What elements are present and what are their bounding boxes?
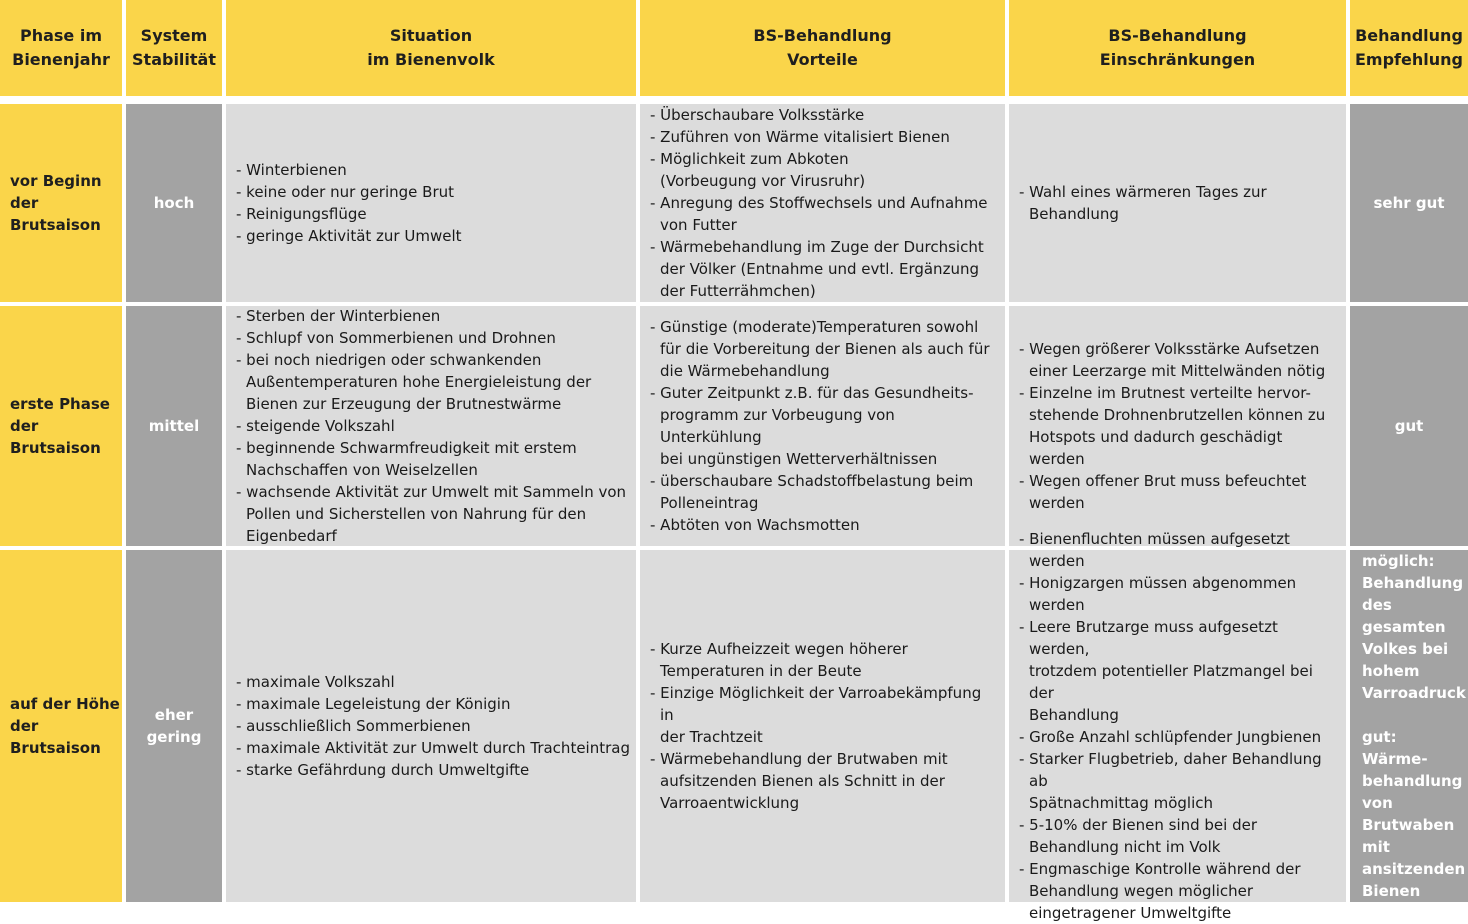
situation-item: - Schlupf von Sommerbienen und Drohnen	[236, 329, 556, 347]
limitation-item: - 5-10% der Bienen sind bei der Behandlung nicht im Volk	[1019, 816, 1258, 856]
situation-item: - Reinigungsflüge	[236, 205, 367, 223]
advantage-item: - Anregung des Stoffwechsels und Aufnahme von Futter	[650, 194, 988, 234]
situation-item: - keine oder nur geringe Brut	[236, 183, 454, 201]
situation-cell-list	[236, 671, 630, 781]
phase-cell	[0, 550, 122, 902]
header-limitations-label: BS-Behandlung Einschränkungen	[1099, 26, 1256, 69]
limitation-item: - Einzelne im Brutnest verteilte hervor- stehende Drohnenbrutzellen können zu Hotspots und dadurch geschädigt werden	[1019, 384, 1326, 468]
advantage-item: - Zuführen von Wärme vitalisiert Bienen	[650, 128, 950, 146]
stability-cell	[126, 306, 222, 546]
advantage-item: - Möglichkeit zum Abkoten (Vorbeugung vor Virusruhr)	[650, 150, 866, 190]
advantage-item: - Abtöten von Wachsmotten	[650, 516, 860, 534]
situation-item: - maximale Aktivität zur Umwelt durch Trachteintrag	[236, 739, 630, 757]
header-limitations	[1009, 0, 1346, 96]
situation-item: - Winterbienen	[236, 161, 347, 179]
situation-cell	[226, 550, 636, 902]
situation-item: - maximale Volkszahl	[236, 673, 395, 691]
advantage-item: - Überschaubare Volksstärke	[650, 106, 865, 124]
header-situation-label: Situation im Bienenvolk	[367, 26, 495, 69]
situation-cell-list	[236, 159, 462, 247]
limitation-item: - Wegen größerer Volksstärke Aufsetzen einer Leerzarge mit Mittelwänden nötig	[1019, 340, 1326, 380]
stability-label: mittel	[148, 417, 200, 435]
situation-item: - geringe Aktivität zur Umwelt	[236, 227, 462, 245]
limitations-cell-list	[1019, 528, 1340, 924]
limitations-cell	[1009, 306, 1346, 546]
recommendation-block: möglich: Behandlung des gesamten Volkes bei hohem Varroadruck	[1362, 552, 1466, 702]
situation-item: - starke Gefährdung durch Umweltgifte	[236, 761, 530, 779]
situation-item: - bei noch niedrigen oder schwankenden Außentemperaturen hohe Energieleistung der Bienen zur Erzeugung der Brutnestwärme	[236, 351, 592, 413]
recommendation-cell	[1350, 306, 1468, 546]
recommendation-block: gut: Wärme- behandlung von Brutwaben mit ansitzenden Bienen	[1362, 728, 1466, 900]
stability-label: eher gering	[146, 706, 202, 746]
header-situation	[226, 0, 636, 96]
situation-item: - beginnende Schwarmfreudigkeit mit erstem Nachschaffen von Weiselzellen	[236, 439, 577, 479]
limitation-item: - Bienenfluchten müssen aufgesetzt werden	[1019, 530, 1290, 570]
phase-cell	[0, 104, 122, 302]
header-recommendation-label: Behandlung Empfehlung	[1355, 26, 1463, 69]
limitations-cell-list	[1019, 181, 1267, 225]
situation-item: - steigende Volkszahl	[236, 417, 395, 435]
recommendation-label: sehr gut	[1373, 194, 1445, 212]
phase-label: vor Beginn der Brutsaison	[10, 172, 102, 234]
limitation-item: - Starker Flugbetrieb, daher Behandlung ab Spätnachmittag möglich	[1019, 750, 1322, 812]
advantage-item: - Guter Zeitpunkt z.B. für das Gesundheits- programm zur Vorbeugung von Unterkühlung bei ungünstigen Wetterverhältnissen	[650, 384, 974, 468]
limitations-cell	[1009, 530, 1346, 922]
recommendation-cell	[1350, 550, 1468, 902]
recommendation-cell	[1350, 104, 1468, 302]
limitation-item: - Honigzargen müssen abgenommen werden	[1019, 574, 1297, 614]
advantage-item: - Wärmebehandlung der Brutwaben mit aufsitzenden Bienen als Schnitt in der Varroaentwicklung	[650, 750, 948, 812]
advantage-item: - überschaubare Schadstoffbelastung beim Polleneintrag	[650, 472, 974, 512]
advantages-cell-list	[650, 316, 999, 536]
stability-cell	[126, 550, 222, 902]
header-stability	[126, 0, 222, 96]
phase-label: erste Phase der Brutsaison	[10, 395, 110, 457]
situation-item: - ausschließlich Sommerbienen	[236, 717, 471, 735]
situation-item: - wachsende Aktivität zur Umwelt mit Sammeln von Pollen und Sicherstellen von Nahrung für den Eigenbedarf	[236, 483, 627, 545]
recommendation-label: gut	[1394, 417, 1424, 435]
stability-label: hoch	[153, 194, 195, 212]
situation-cell-list	[236, 305, 626, 547]
phase-label: auf der Höhe der Brutsaison	[10, 695, 120, 757]
limitation-item: - Wahl eines wärmeren Tages zur Behandlung	[1019, 183, 1267, 223]
situation-item: - maximale Legeleistung der Königin	[236, 695, 511, 713]
limitation-item: - Engmaschige Kontrolle während der Behandlung wegen möglicher eingetragener Umweltgifte	[1019, 860, 1301, 922]
limitation-item: - Große Anzahl schlüpfender Jungbienen	[1019, 728, 1322, 746]
advantage-item: - Kurze Aufheizzeit wegen höherer Temperaturen in der Beute	[650, 640, 908, 680]
header-phase-label: Phase im Bienenjahr	[12, 26, 110, 69]
advantage-item: - Einzige Möglichkeit der Varroabekämpfung in der Trachtzeit	[650, 684, 982, 746]
advantages-cell	[640, 550, 1005, 902]
advantages-cell	[640, 104, 1005, 302]
header-recommendation	[1350, 0, 1468, 96]
stability-cell	[126, 104, 222, 302]
phase-cell	[0, 306, 122, 546]
limitation-item: - Wegen offener Brut muss befeuchtet werden	[1019, 472, 1307, 512]
header-advantages	[640, 0, 1005, 96]
advantage-item: - Günstige (moderate)Temperaturen sowohl für die Vorbereitung der Bienen als auch für die Wärmebehandlung	[650, 318, 990, 380]
limitations-cell-list	[1019, 338, 1340, 514]
advantages-cell-list	[650, 104, 988, 302]
header-advantages-label: BS-Behandlung Vorteile	[753, 26, 892, 69]
situation-cell	[226, 306, 636, 546]
limitation-item: - Leere Brutzarge muss aufgesetzt werden, trotzdem potentieller Platzmangel bei der Behandlung	[1019, 618, 1313, 724]
advantages-cell-list	[650, 638, 999, 814]
header-phase	[0, 0, 122, 96]
limitations-cell	[1009, 104, 1346, 302]
situation-item: - Sterben der Winterbienen	[236, 307, 441, 325]
header-stability-label: System Stabilität	[132, 26, 216, 69]
recommendation-spacer	[1362, 704, 1464, 726]
situation-cell	[226, 104, 636, 302]
advantages-cell	[640, 306, 1005, 546]
advantage-item: - Wärmebehandlung im Zuge der Durchsicht der Völker (Entnahme und evtl. Ergänzung der Futterrähmchen)	[650, 238, 984, 300]
